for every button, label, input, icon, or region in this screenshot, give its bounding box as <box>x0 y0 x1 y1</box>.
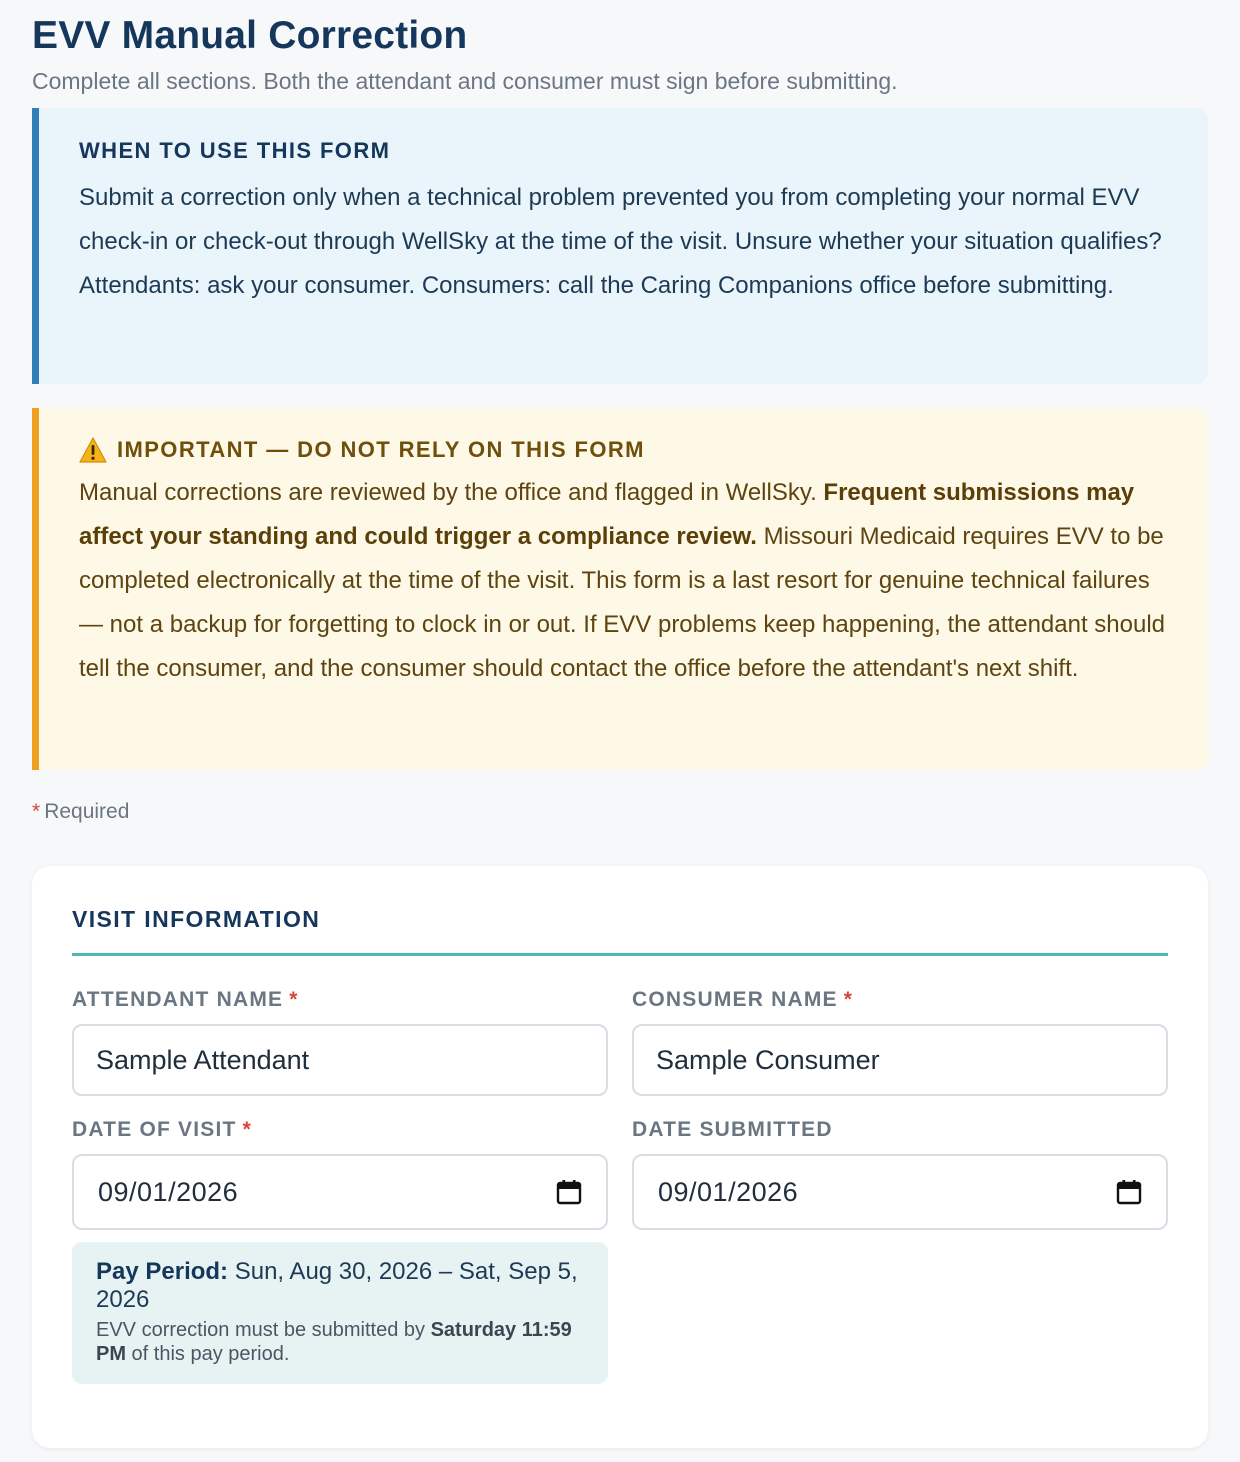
consumer-name-input[interactable] <box>632 1024 1168 1096</box>
warning-body-emphasis: Frequent submissions may affect your standing and could trigger a compliance review. <box>79 479 1135 550</box>
attendant-name-label-text: ATTENDANT NAME <box>72 988 284 1011</box>
required-legend <box>32 800 129 824</box>
warning-body <box>79 471 1168 691</box>
required-star: * <box>242 1118 252 1141</box>
when-to-use-callout <box>32 108 1208 384</box>
warning-heading: IMPORTANT — DO NOT RELY ON THIS FORM <box>117 437 645 462</box>
page-subtitle: Complete all sections. Both the attendant and consumer must sign before submitting. <box>32 68 898 94</box>
deadline-note-text-end: of this pay period. <box>126 1343 290 1365</box>
visit-information-card <box>32 866 1208 1448</box>
warning-body-text-continued: Missouri Medicaid requires EVV to be completed electronically at the time of the visit. This form is a last resort for genuine technical failures — not a backup for forgetting to clock in or out. If EVV problems keep happening, the attendant should tell the consumer, and the consumer should contact the office before the attendant's next shift. <box>79 523 1166 682</box>
date-submitted-value: 09/01/2026 <box>658 1176 799 1207</box>
callout-body: Submit a correction only when a technical problem prevented you from completing your normal EVV check-in or check-out through WellSky at the time of the visit. Unsure whether your situation qualifies? Attendants: ask your consumer. Consumers: call the Caring Companions office before submitting. <box>79 184 1162 299</box>
pay-period-info <box>72 1242 608 1384</box>
required-star: * <box>843 988 854 1011</box>
required-legend-text: Required <box>44 800 130 823</box>
pay-period-range: Sun, Aug 30, 2026 – Sat, Sep 5, 2026 <box>96 1258 578 1313</box>
date-submitted-input[interactable] <box>632 1154 1168 1230</box>
attendant-name-label <box>72 988 299 1012</box>
calendar-icon[interactable] <box>556 1179 582 1205</box>
attendant-name-input[interactable] <box>72 1024 608 1096</box>
date-of-visit-input[interactable] <box>72 1154 608 1230</box>
date-submitted-label: DATE SUBMITTED <box>632 1118 833 1141</box>
date-of-visit-label <box>72 1118 252 1142</box>
date-of-visit-label-text: DATE OF VISIT <box>72 1118 237 1141</box>
pay-period-label: Pay Period: <box>96 1258 229 1285</box>
required-star: * <box>289 988 299 1011</box>
date-of-visit-value: 09/01/2026 <box>98 1176 239 1207</box>
page-title: EVV Manual Correction <box>32 14 468 57</box>
section-title: VISIT INFORMATION <box>72 906 321 932</box>
warning-body-text: Manual corrections are reviewed by the office and flagged in WellSky. <box>79 479 824 506</box>
calendar-icon[interactable] <box>1116 1179 1142 1205</box>
warning-icon <box>79 437 107 463</box>
pay-period-deadline-note <box>96 1318 584 1366</box>
warning-heading-row <box>79 437 1168 463</box>
required-star: * <box>32 800 41 823</box>
pay-period-line <box>96 1258 584 1314</box>
deadline-time: Saturday 11:59 PM <box>96 1319 572 1365</box>
deadline-note-text: EVV correction must be submitted by <box>96 1319 431 1341</box>
section-divider <box>72 953 1168 956</box>
consumer-name-label <box>632 988 853 1012</box>
callout-heading: WHEN TO USE THIS FORM <box>79 138 391 163</box>
consumer-name-label-text: CONSUMER NAME <box>632 988 838 1011</box>
important-warning-callout <box>32 408 1208 770</box>
